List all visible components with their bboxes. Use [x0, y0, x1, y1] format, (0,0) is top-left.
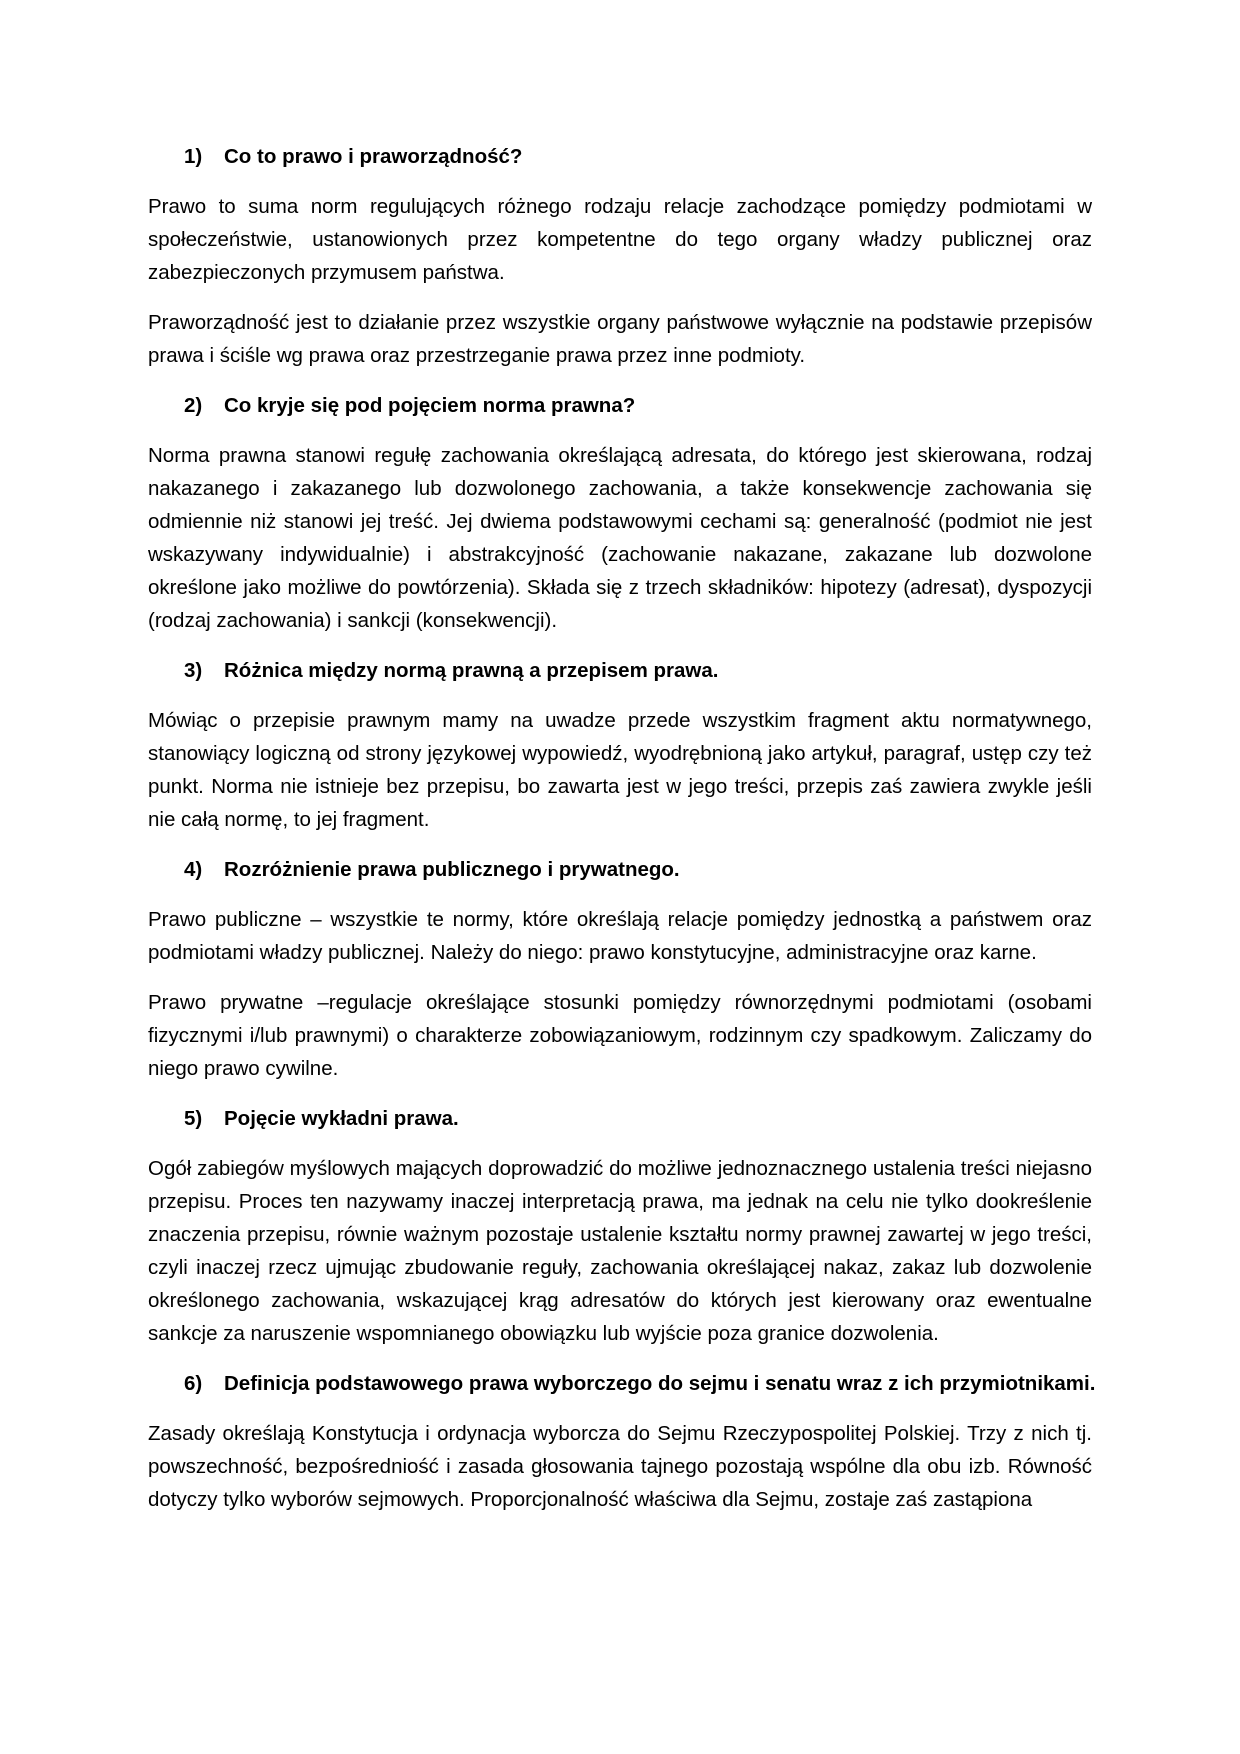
- section-heading: [148, 1102, 1092, 1135]
- paragraph: Ogół zabiegów myślowych mających doprowadzić do możliwe jednoznacznego ustalenia treści niejasno przepisu. Proces ten nazywamy inaczej interpretacją prawa, ma jednak na celu nie tylko dookreślenie znaczenia przepisu, równie ważnym pozostaje ustalenie kształtu normy prawnej zawartej w jego treści, czyli inaczej rzecz ujmując zbudowanie reguły, zachowania określającej nakaz, zakaz lub dozwolenie określonego zachowania, wskazującej krąg adresatów do których jest kierowany oraz ewentualne sankcje za naruszenie wspomnianego obowiązku lub wyjście poza granice dozwolenia.: [148, 1157, 1092, 1345]
- section-number: 4): [184, 858, 203, 881]
- section-heading: [148, 1367, 1096, 1400]
- paragraph: Prawo publiczne – wszystkie te normy, które określają relacje pomiędzy jednostką a państwem oraz podmiotami władzy publicznej. Należy do niego: prawo konstytucyjne, administracyjne oraz karne.: [148, 908, 1092, 964]
- paragraph: Mówiąc o przepisie prawnym mamy na uwadze przede wszystkim fragment aktu normatywnego, stanowiący logiczną od strony językowej wypowiedź, wyodrębnioną jako artykuł, paragraf, ustęp czy też punkt. Norma nie istnieje bez przepisu, bo zawarta jest w jego treści, przepis zaś zawiera zwykle jeśli nie całą normę, to jej fragment.: [148, 709, 1092, 831]
- section-number: 2): [184, 394, 203, 417]
- section-number: 3): [184, 659, 203, 682]
- section-4: [148, 853, 1092, 1085]
- section-5: [148, 1102, 1092, 1350]
- section-title: Różnica między normą prawną a przepisem prawa.: [224, 659, 719, 682]
- section-heading: [148, 389, 1092, 422]
- section-heading: [148, 853, 1092, 886]
- document-page: [148, 140, 1096, 1533]
- section-3: [148, 654, 1092, 836]
- section-heading: [148, 140, 1092, 173]
- paragraph: Prawo prywatne –regulacje określające stosunki pomiędzy równorzędnymi podmiotami (osobami fizycznymi i/lub prawnymi) o charakterze zobowiązaniowym, rodzinnym czy spadkowym. Zaliczamy do niego prawo cywilne.: [148, 991, 1092, 1080]
- section-number: 5): [184, 1107, 203, 1130]
- section-1: [148, 140, 1092, 372]
- section-title: Rozróżnienie prawa publicznego i prywatnego.: [224, 858, 680, 881]
- paragraph: Prawo to suma norm regulujących różnego rodzaju relacje zachodzące pomiędzy podmiotami w społeczeństwie, ustanowionych przez kompetentne do tego organy władzy publicznej oraz zabezpieczonych przymusem państwa.: [148, 195, 1092, 284]
- section-number: 1): [184, 145, 203, 168]
- paragraph: Zasady określają Konstytucja i ordynacja wyborcza do Sejmu Rzeczypospolitej Polskiej. Trzy z nich tj. powszechność, bezpośredniość i zasada głosowania tajnego pozostają wspólne dla obu izb. Równość dotyczy tylko wyborów sejmowych. Proporcjonalność właściwa dla Sejmu, zostaje zaś zastąpiona: [148, 1422, 1092, 1511]
- paragraph: Norma prawna stanowi regułę zachowania określającą adresata, do którego jest skierowana, rodzaj nakazanego i zakazanego lub dozwolonego zachowania, a także konsekwencje zachowania się odmiennie niż stanowi jej treść. Jej dwiema podstawowymi cechami są: generalność (podmiot nie jest wskazywany indywidualnie) i abstrakcyjność (zachowanie nakazane, zakazane lub dozwolone określone jako możliwe do powtórzenia). Składa się z trzech składników: hipotezy (adresat), dyspozycji (rodzaj zachowania) i sankcji (konsekwencji).: [148, 444, 1092, 632]
- section-title: Pojęcie wykładni prawa.: [224, 1107, 459, 1130]
- section-title: Co to prawo i praworządność?: [224, 145, 523, 168]
- section-6: [148, 1367, 1096, 1516]
- section-number: 6): [184, 1372, 203, 1395]
- section-2: [148, 389, 1092, 637]
- section-title: Co kryje się pod pojęciem norma prawna?: [224, 394, 636, 417]
- section-title: Definicja podstawowego prawa wyborczego do sejmu i senatu wraz z ich przymiotnikami.: [224, 1372, 1096, 1395]
- section-heading: [148, 654, 1092, 687]
- paragraph: Praworządność jest to działanie przez wszystkie organy państwowe wyłącznie na podstawie przepisów prawa i ściśle wg prawa oraz przestrzeganie prawa przez inne podmioty.: [148, 311, 1092, 367]
